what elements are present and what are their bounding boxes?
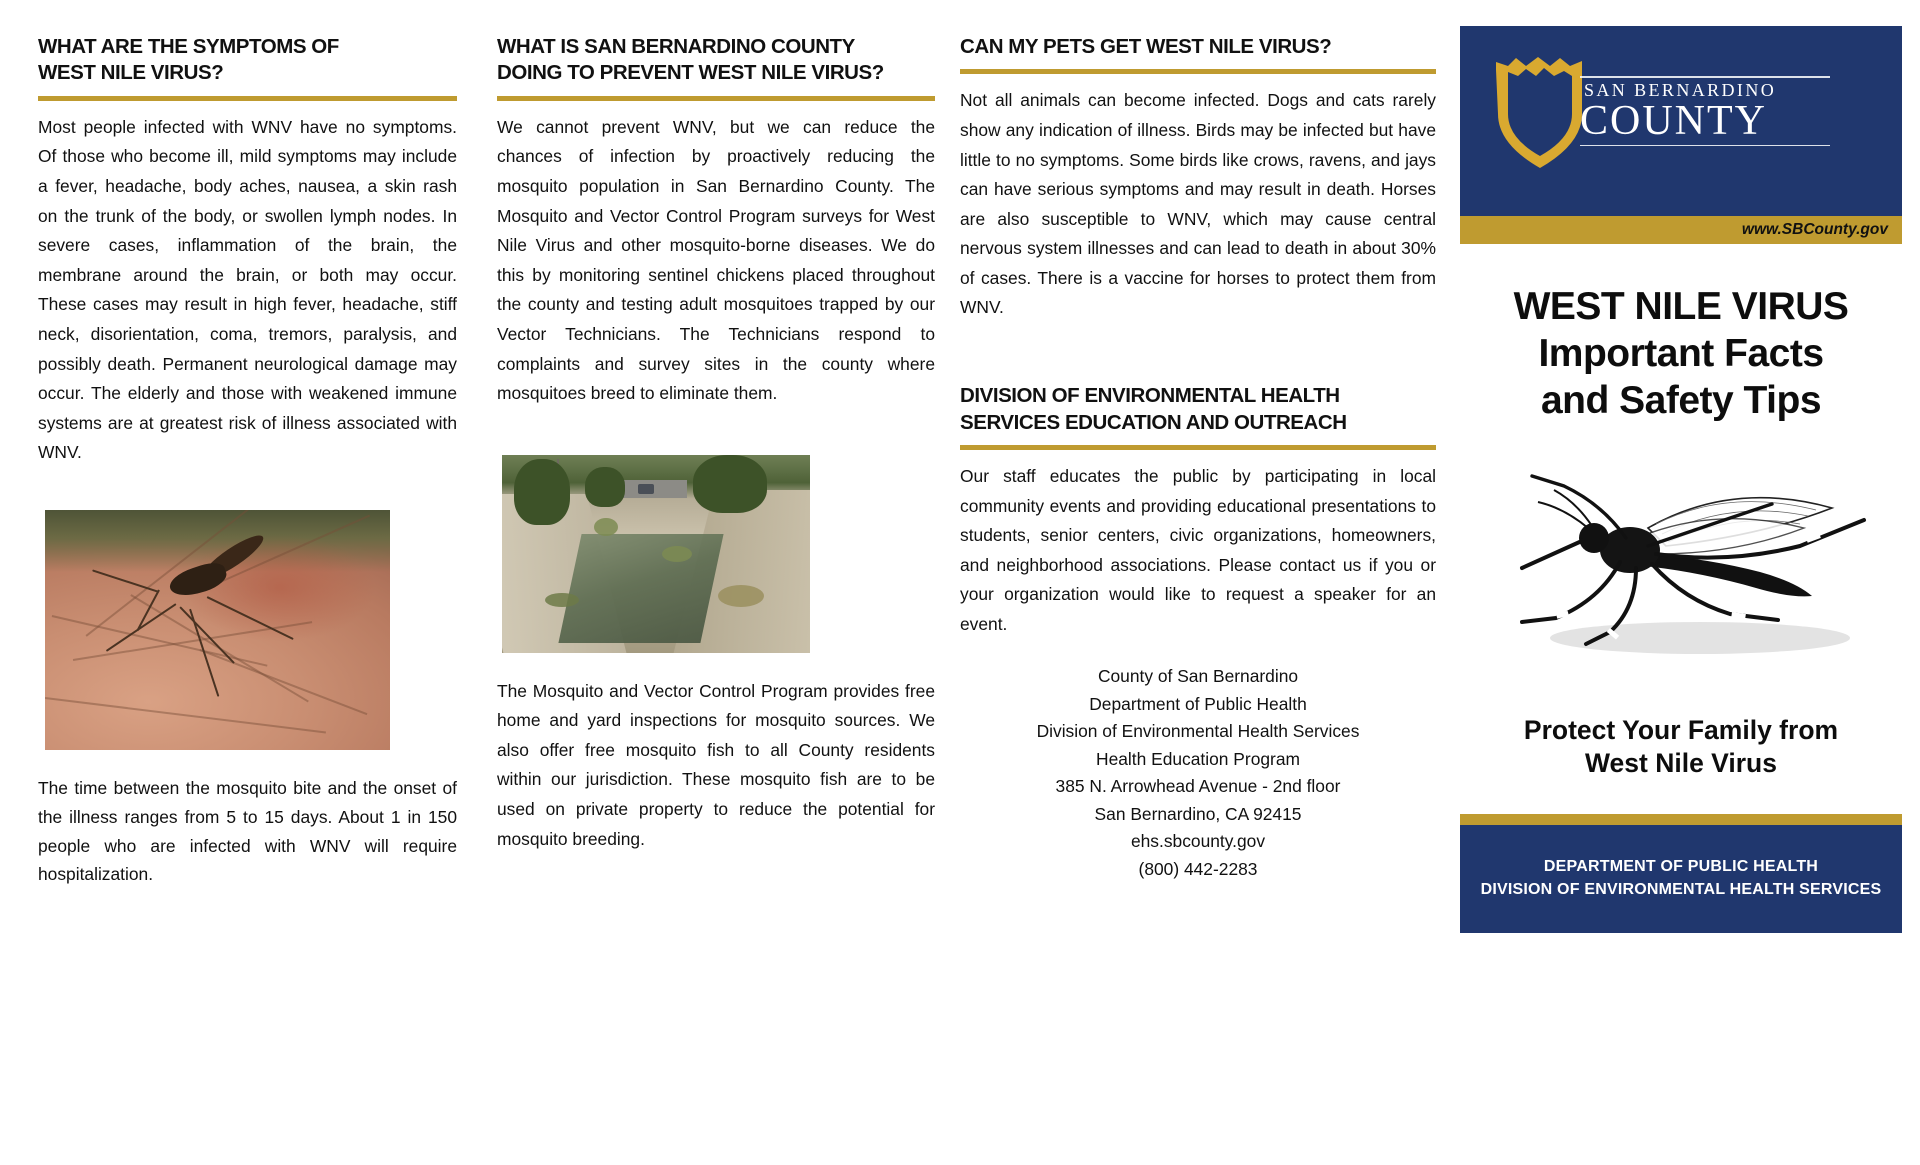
symptoms-heading-line2: WEST NILE VIRUS? [38, 61, 224, 85]
cover-title-line-2: Important Facts [1538, 331, 1824, 375]
cover-tagline-line-2: West Nile Virus [1585, 748, 1777, 779]
county-website-bar[interactable] [1460, 216, 1902, 244]
logo-san-bernardino-text: SAN BERNARDINO [1584, 79, 1777, 100]
cover-title-line-1: WEST NILE VIRUS [1513, 285, 1849, 328]
pets-heading-rule [960, 69, 1436, 74]
panel-symptoms [0, 0, 480, 1165]
cover-footer-rule [1460, 814, 1902, 825]
mosquito-illustration [1460, 450, 1902, 680]
san-bernardino-county-shield-icon [1486, 52, 1594, 174]
symptoms-heading-rule [38, 96, 457, 101]
cover-footer-line-1: DEPARTMENT OF PUBLIC HEALTH [1543, 858, 1819, 876]
prevention-heading-line1: WHAT IS SAN BERNARDINO COUNTY [497, 35, 855, 58]
contact-line-city: San Bernardino, CA 92415 [1094, 803, 1302, 824]
prevention-body-2: The Mosquito and Vector Control Program provides free home and yard inspections for mosquito sources. We also offer free mosquito fish to all County residents within our jurisdiction. These mosquito fish are to be used on private property to reduce the potential for mosquito breeding. [497, 680, 935, 849]
symptoms-body: Most people infected with WNV have no symptoms. Of those who become ill, mild symptoms may include a fever, headache, body aches, nausea, a skin rash on the trunk of the body, or swollen lymph nodes. In severe cases, inflammation of the brain, the membrane around the brain, or both may occur. These cases may result in high fever, headache, stiff neck, disorientation, coma, tremors, paralysis, and possibly death. Permanent neurological damage may occur. The elderly and those with weakened immune systems are at greatest risk of illness associated with WNV. [38, 116, 457, 463]
pets-body: Not all animals can become infected. Dogs and cats rarely show any indication of illness. Birds may be infected but have little to no symptoms. Some birds like crows, ravens, and jays can have serious symptoms and may result in death. Horses are also susceptible to WNV, which may cause central nervous system illnesses and can lead to death in about 30% of cases. There is a vaccine for horses to protect them from WNV. [960, 90, 1436, 318]
logo-county-text: COUNTY [1580, 97, 1767, 144]
contact-line: Department of Public Health [1089, 693, 1307, 714]
cover-footer-line-2: DIVISION OF ENVIRONMENTAL HEALTH SERVICES [1480, 881, 1882, 899]
prevention-heading-rule [497, 96, 935, 101]
contact-line-phone[interactable]: (800) 442-2283 [1138, 858, 1258, 879]
symptoms-caption: The time between the mosquito bite and the onset of the illness ranges from 5 to 15 days. About 1 in 150 people who are infected with WNV will require hospitalization. [38, 777, 457, 885]
cover-footer-block [1460, 825, 1902, 933]
outreach-heading-line2: SERVICES EDUCATION AND OUTREACH [960, 410, 1347, 434]
panel-pets-outreach [960, 0, 1458, 1165]
logo-rule-bottom [1580, 145, 1830, 147]
outreach-heading-rule [960, 445, 1436, 450]
channel-vehicle [638, 484, 654, 494]
pets-heading: CAN MY PETS GET WEST NILE VIRUS? [960, 35, 1332, 58]
cover-title [1460, 284, 1902, 424]
symptoms-heading-line1: WHAT ARE THE SYMPTOMS OF [38, 35, 339, 58]
cover-tagline-line-1: Protect Your Family from [1523, 715, 1839, 746]
county-logo-block [1460, 26, 1902, 216]
contact-line-address: 385 N. Arrowhead Avenue - 2nd floor [1055, 776, 1341, 797]
outreach-heading [960, 383, 1436, 436]
cover-panel [1458, 0, 1920, 1165]
prevention-heading [497, 34, 935, 87]
symptoms-heading [38, 34, 457, 87]
county-logo-wordmark [1580, 76, 1830, 146]
contact-block [960, 663, 1436, 883]
channel-standing-water [558, 534, 723, 643]
prevention-body: We cannot prevent WNV, but we can reduce the chances of infection by proactively reducing the mosquito population in San Bernardino County. The Mosquito and Vector Control Program surveys for West Nile Virus and other mosquito-borne diseases. We do this by monitoring sentinel chickens placed throughout the county and testing adult mosquitoes trapped by our Vector Technicians. The Technicians respond to complaints and survey sites in the county where mosquitoes breed to eliminate them. [497, 116, 935, 404]
mosquito-illustration-svg [1460, 450, 1902, 680]
county-website-url[interactable]: www.SBCounty.gov [1741, 221, 1888, 238]
mosquito-biting-skin-photo [45, 510, 390, 750]
flood-control-channel-photo [502, 455, 810, 653]
cover-footer-text [1481, 856, 1882, 901]
contact-line: Health Education Program [1096, 748, 1300, 769]
prevention-heading-line2: DOING TO PREVENT WEST NILE VIRUS? [497, 61, 884, 85]
cover-title-line-3: and Safety Tips [1540, 378, 1822, 422]
cover-tagline [1460, 714, 1902, 780]
panel-prevention [480, 0, 960, 1165]
contact-line-website[interactable]: ehs.sbcounty.gov [1130, 831, 1266, 852]
outreach-heading-line1: DIVISION OF ENVIRONMENTAL HEALTH [960, 384, 1340, 408]
outreach-body: Our staff educates the public by participating in local community events and providing educational presentations to students, senior centers, civic organizations, homeowners, and neighborhood associations. Please contact us if you or your organization would like to request a speaker for an event. [960, 465, 1436, 634]
contact-line: County of San Bernardino [1097, 666, 1299, 687]
contact-line: Division of Environmental Health Services [1036, 721, 1360, 742]
logo-rule-top [1580, 76, 1830, 78]
